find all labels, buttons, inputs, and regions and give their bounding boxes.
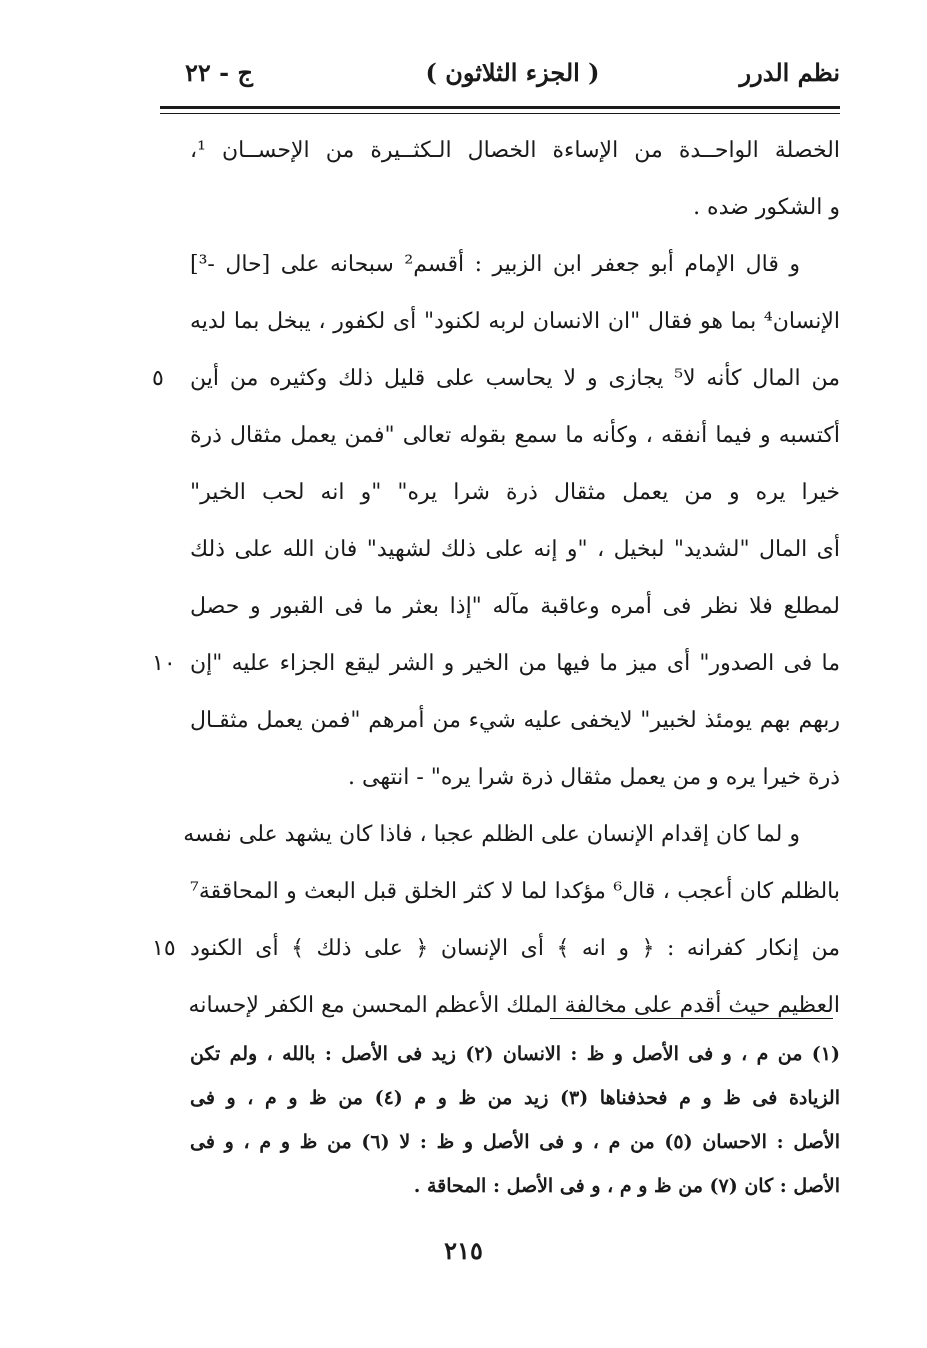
text-line (183, 806, 840, 863)
line-number-marker: ١٥ (152, 936, 176, 961)
footnote-line: الأصل : كان (٧) من ظ و م ، و فى الأصل : المحاقة . (413, 1175, 840, 1197)
footnote-separator (550, 1018, 833, 1019)
text-line (152, 920, 840, 977)
text-line (190, 293, 840, 350)
text-line (190, 578, 840, 635)
text-line (190, 692, 840, 749)
line-text: و قال الإمام أبو جعفر ابن الزبير : أقسم² سبحانه على [حال -³] (190, 252, 800, 277)
line-text: بالظلم كان أعجب ، قال⁶ مؤكدا لما لا كثر الخلق قبل البعث و المحاققة⁷ (190, 879, 841, 904)
footnotes (190, 1032, 840, 1208)
text-line (190, 977, 840, 1034)
text-line (152, 635, 840, 692)
book-title: نظم الدرر (739, 58, 840, 87)
line-text: ذرة خيرا يره و من يعمل مثقال ذرة شرا يره" - انتهى . (348, 765, 840, 790)
text-line (190, 863, 840, 920)
running-header (185, 58, 840, 98)
part-title: ( الجزء الثلاثون ) (425, 58, 600, 87)
line-text: ربهم بهم يومئذ لخبير" لايخفى عليه شيء من أمرهم "فمن يعمل مثقـال (190, 708, 840, 733)
text-line (190, 464, 840, 521)
text-line (190, 521, 840, 578)
line-text: من إنكار كفرانه : ﴿ و انه ﴾ أى الإنسان ﴿ على ذلك ﴾ أى الكنود (190, 936, 840, 961)
line-text: من المال كأنه لا⁵ يجازى و لا يحاسب على قليل ذلك وكثيره من أين (190, 366, 841, 391)
line-text: و لما كان إقدام الإنسان على الظلم عجبا ، فاذا كان يشهد على نفسه (183, 822, 800, 847)
footnote-line: (١) من م ، و فى الأصل و ظ : الانسان (٢) زيد فى الأصل : بالله ، ولم تكن (190, 1043, 840, 1065)
line-text: الخصلة الواحــدة من الإساءة الخصال الـكثــيرة من الإحســان ¹، (190, 138, 840, 163)
footnote-line: الزيادة فى ظ و م فحذفناها (٣) زيد من ظ و م (٤) من ظ و م ، و فى (190, 1087, 840, 1109)
line-text: العظيم حيث أقدم على مخالفة الملك الأعظم المحسن مع الكفر لإحسانه (188, 993, 840, 1018)
line-text: خيرا يره و من يعمل مثقال ذرة شرا يره" "و انه لحب الخير" (190, 480, 840, 505)
line-text: أى المال "لشديد" لبخيل ، "و إنه على ذلك لشهيد" فان الله على ذلك (190, 537, 840, 562)
main-text (152, 122, 841, 1034)
line-text: الإنسان⁴ بما هو فقال "ان الانسان لربه لكنود" أى لكفور ، يبخل بما لديه (190, 309, 840, 334)
volume-label: ج - ٢٢ (185, 58, 253, 87)
text-line (190, 179, 840, 236)
line-number-marker: ٥ (152, 366, 164, 391)
line-text: أكتسبه و فيما أنفقه ، وكأنه ما سمع بقوله تعالى "فمن يعمل مثقال ذرة (190, 423, 840, 448)
line-text: و الشكور ضده . (693, 195, 840, 220)
text-line (190, 407, 840, 464)
line-text: ما فى الصدور" أى ميز ما فيها من الخير و الشر ليقع الجزاء عليه "إن (190, 651, 840, 676)
header-rule-thick (160, 106, 840, 109)
line-number-marker: ١٠ (152, 651, 176, 676)
line-text: لمطلع فلا نظر فى أمره وعاقبة مآله "إذا بعثر ما فى القبور و حصل (190, 594, 840, 619)
text-line (190, 749, 840, 806)
page-number: ٢١٥ (444, 1236, 483, 1265)
text-line (190, 122, 840, 179)
text-line (190, 236, 840, 293)
footnote-line: الأصل : الاحسان (٥) من م ، و فى الأصل و ظ : لا (٦) من ظ و م ، و فى (190, 1131, 840, 1153)
header-rule-thin (160, 113, 840, 114)
text-line (152, 350, 841, 407)
